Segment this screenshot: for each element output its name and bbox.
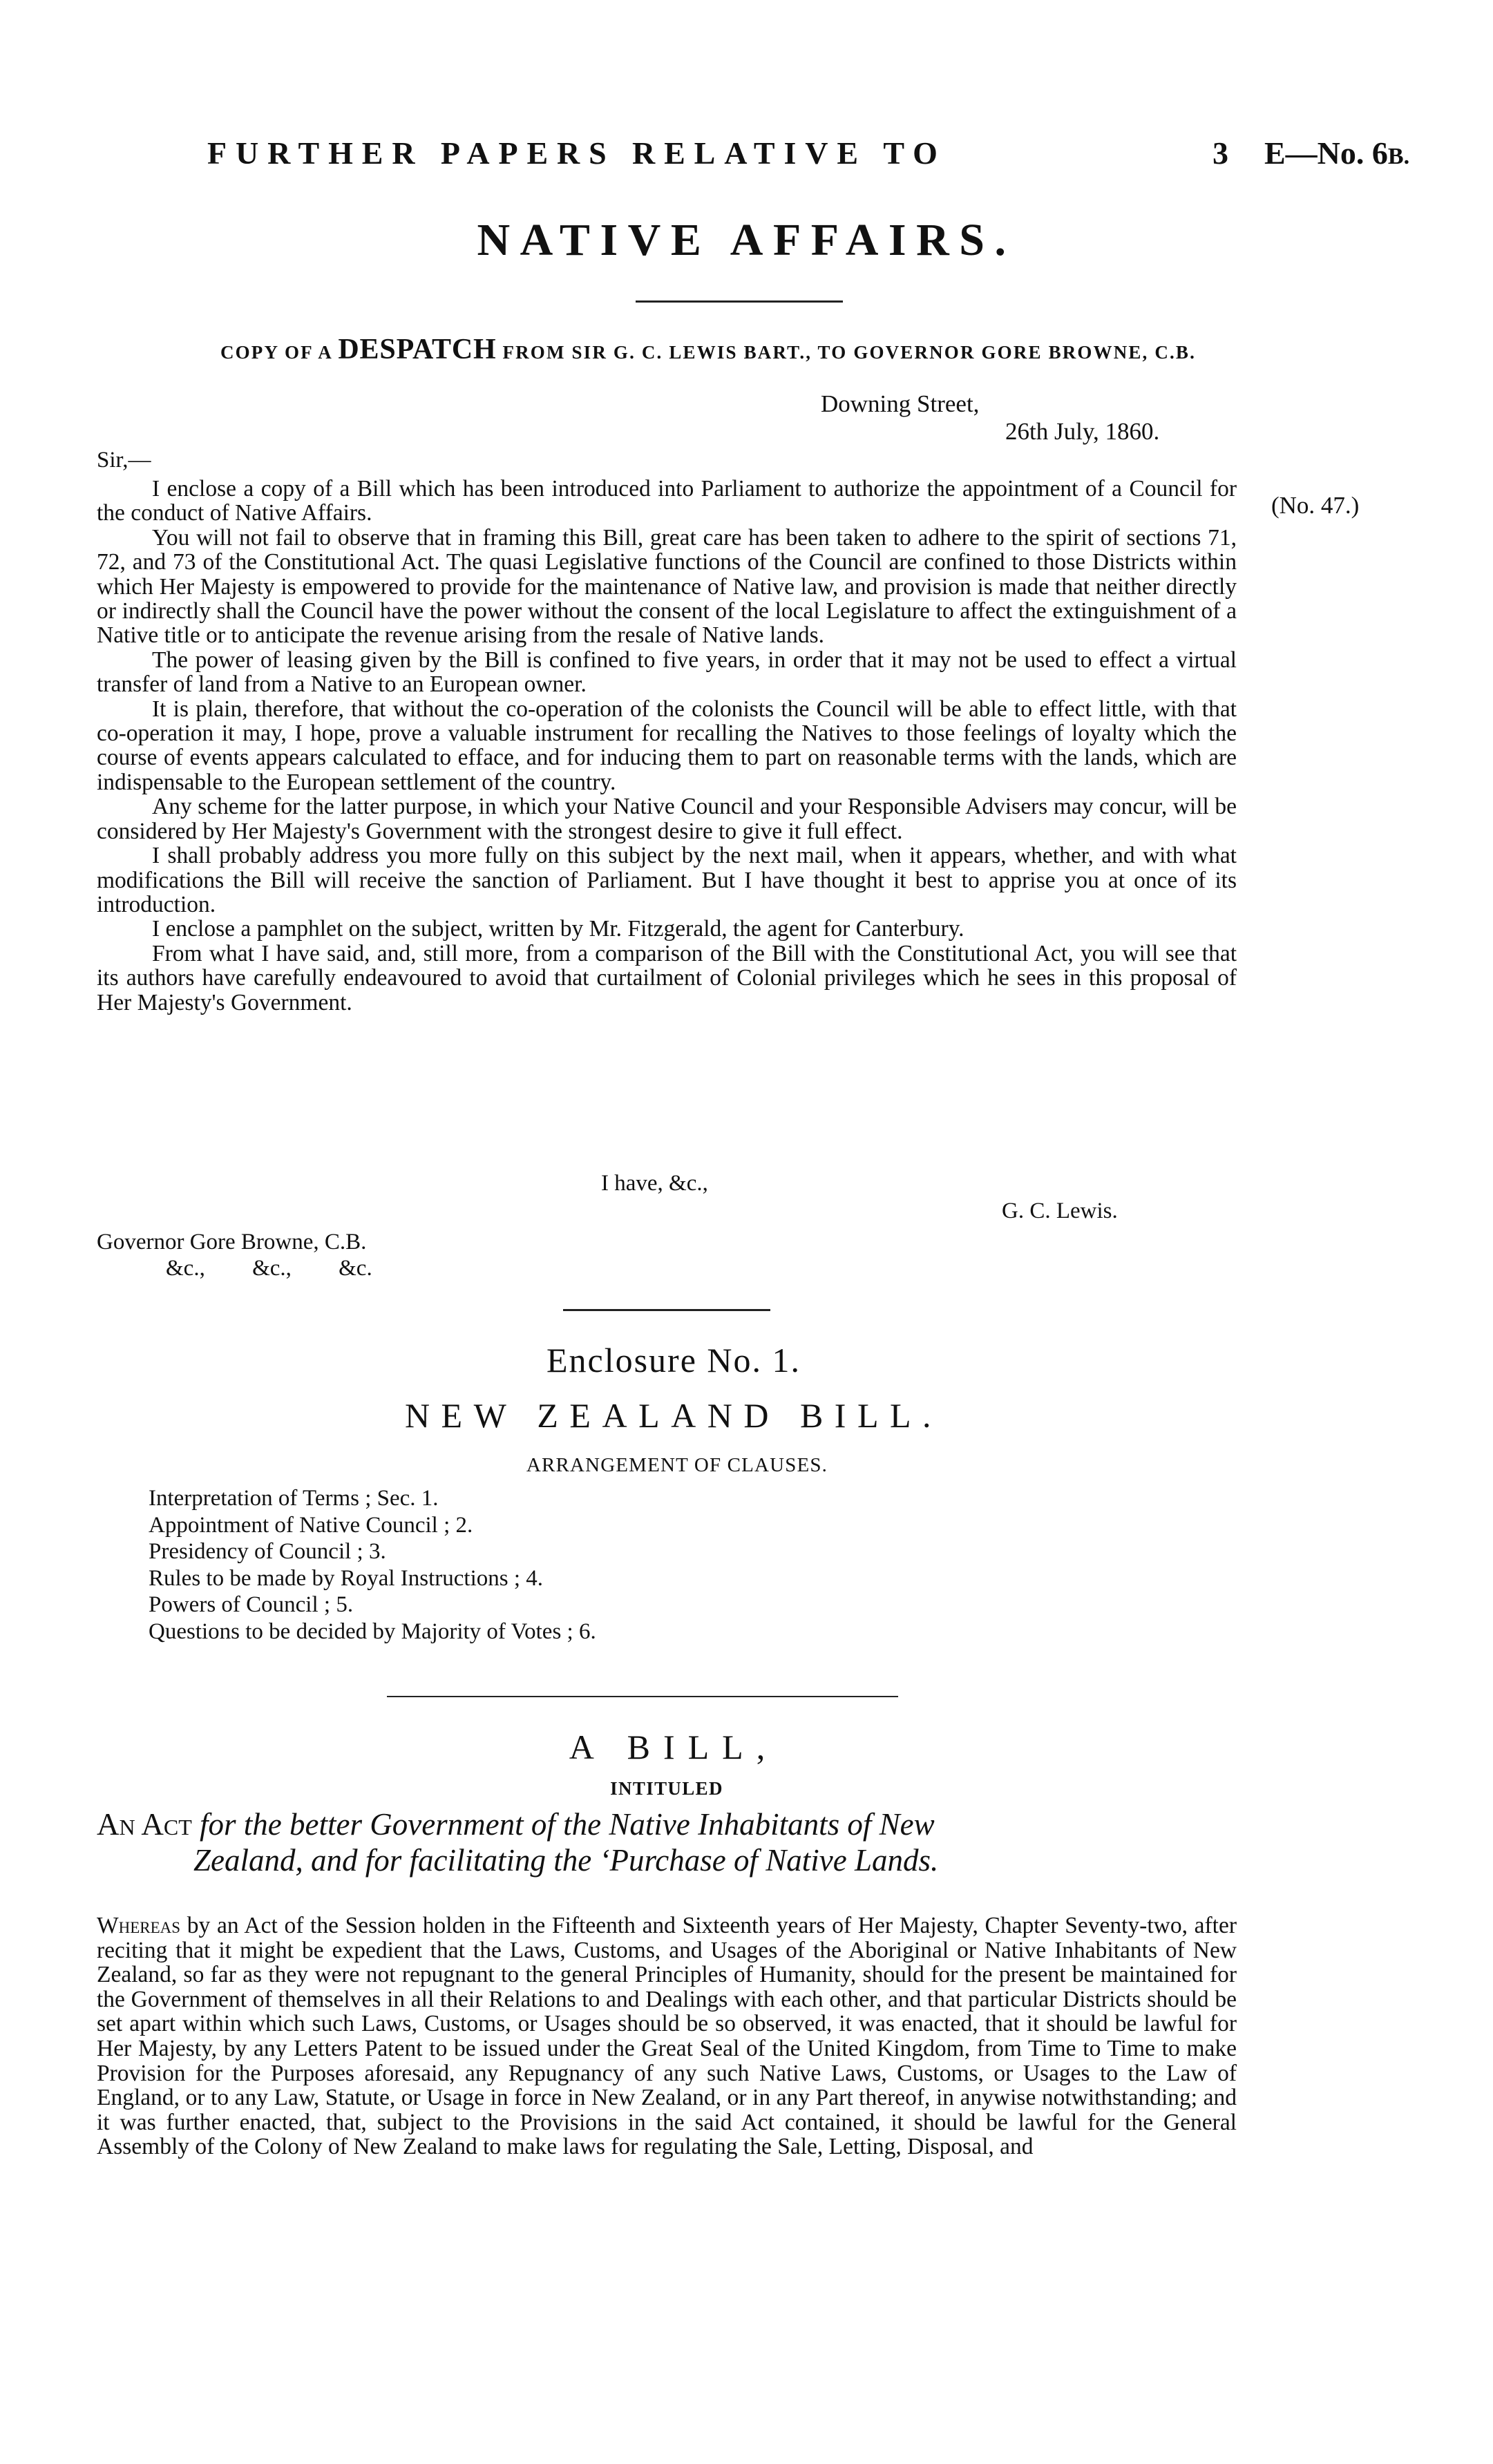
addressee-etc: &c., &c., &c. [166,1256,372,1281]
despatch-paragraph: The power of leasing given by the Bill is confined to five years, in order that it may not be used to effect a virtual transfer of land from a Native to an European owner. [97,647,1237,698]
clause-item: Questions to be decided by Majority of Votes ; 6. [149,1618,596,1644]
clause-item: Powers of Council ; 5. [149,1592,354,1617]
despatch-paragraph: It is plain, therefore, that without the co-operation of the colonists the Council will be able to effect little, with that co-operation it may, I hope, prove a valuable instrument for recalling the Natives to those feelings of loyalty which the course of events appears calculated to efface, and for inducing them to part on reasonable terms with the lands, which are indispensable to the European settlement of the country. [97,696,1237,795]
despatch-body [97,477,1237,1015]
clause-item: Rules to be made by Royal Instructions ; 4. [149,1565,544,1591]
act-title-line1: for the better Government of the Native Inhabitants of New [200,1807,935,1842]
arrangement-heading: ARRANGEMENT OF CLAUSES. [526,1454,828,1476]
bill-rule [387,1696,898,1697]
document-reference-suffix: B. [1387,144,1410,169]
intituled-label: INTITULED [610,1778,723,1799]
section-rule [563,1309,770,1311]
despatch-heading [0,333,1416,366]
despatch-paragraph: From what I have said, and, still more, from a comparison of the Bill with the Constitutional Act, you will see that its authors have carefully endeavoured to avoid that curtailment of Colonial privileges which he sees in this proposal of Her Majesty's Government. [97,940,1237,1015]
bill-heading: NEW ZEALAND BILL. [404,1396,943,1435]
despatch-paragraph: I enclose a copy of a Bill which has been introduced into Parliament to authorize the appointment of a Council for the conduct of Native Affairs. [97,476,1237,526]
despatch-place: Downing Street, [821,390,980,417]
act-title-line2: Zealand, and for facilitating the ʻPurchase of Native Lands. [193,1843,939,1878]
salutation: Sir,— [97,448,151,472]
clause-list [149,1485,596,1645]
act-title [97,1806,1257,1878]
despatch-heading-pre: COPY OF A [220,342,332,363]
running-title: FURTHER PAPERS RELATIVE TO [207,135,947,171]
enclosure-title: Enclosure No. 1. [546,1341,801,1379]
signature-name: G. C. Lewis. [1002,1198,1118,1223]
main-title: NATIVE AFFAIRS. [477,215,1016,265]
whereas-text: by an Act of the Session holden in the Fifteenth and Sixteenth years of Her Majesty, Chapter Seventy-two, after reciting that it might be expedient that the Laws, Customs, and Usages of the Aboriginal or Native Inhabitants of New Zealand, so far as they were not repugnant to the general Principles of Humanity, should for the present be maintained for the Government of themselves in all their Relations to and Dealings with each other, and that particular Districts should be set apart within which such Laws, Customs, or Usages should be so observed, it was enacted, that it should be lawful for Her Majesty, by any Letters Patent to be issued under the Great Seal of the United Kingdom, from Time to Time to make Provision for the Purposes aforesaid, any Repugnancy of any such Native Laws, Customs, or Usages to the Law of England, or to any Law, Statute, or Usage in force in New Zealand, or in any Part thereof, in anywise notwithstanding; and it was further enacted, that, subject to the Provisions in the said Act contained, it should be lawful for the General Assembly of the Colony of New Zealand to make laws for regulating the Sale, Letting, Disposal, and [97,1913,1237,2160]
act-title-lead: An Act [97,1807,192,1842]
a-bill-heading: A BILL, [569,1728,779,1766]
despatch-paragraph: Any scheme for the latter purpose, in which your Native Council and your Responsible Advisers may concur, will be considered by Her Majesty's Government with the strongest desire to give it full effect. [97,794,1237,844]
document-reference-main: E—No. 6 [1264,135,1388,171]
clause-item: Presidency of Council ; 3. [149,1539,386,1564]
page-number: 3 [1213,135,1228,171]
addressee: Governor Gore Browne, C.B. [97,1230,367,1254]
title-rule [636,300,843,303]
despatch-date: 26th July, 1860. [1005,418,1160,445]
document-reference [1264,135,1409,171]
despatch-paragraph: I shall probably address you more fully on this subject by the next mail, when it appears, whether, and with what modifications the Bill will receive the sanction of Parliament. But I have thought it best to apprise you at once of its introduction. [97,843,1237,917]
clause-item: Appointment of Native Council ; 2. [149,1512,473,1538]
whereas-body [97,1913,1237,2159]
despatch-paragraph: I enclose a pamphlet on the subject, written by Mr. Fitzgerald, the agent for Canterbury. [152,916,964,942]
letter-closing: I have, &c., [601,1171,708,1196]
whereas-word: Whereas [97,1913,181,1938]
despatch-paragraph: You will not fail to observe that in framing this Bill, great care has been taken to adhere to the spirit of sections 71, 72, and 73 of the Constitutional Act. The quasi Legislative functions of the Council are confined to those Districts within which Her Majesty is empowered to provide for the maintenance of Native law, and provision is made that neither directly or indirectly shall the Council have the power without the consent of the local Legislature to affect the extinguishment of a Native title or to anticipate the revenue arising from the resale of Native lands. [97,524,1237,649]
whereas-paragraph [97,1913,1237,2159]
despatch-heading-post: FROM SIR G. C. LEWIS BART., TO GOVERNOR GORE BROWNE, C.B. [502,342,1197,363]
margin-reference: (No. 47.) [1271,492,1360,519]
clause-item: Interpretation of Terms ; Sec. 1. [149,1486,439,1511]
despatch-heading-word: DESPATCH [338,334,497,365]
